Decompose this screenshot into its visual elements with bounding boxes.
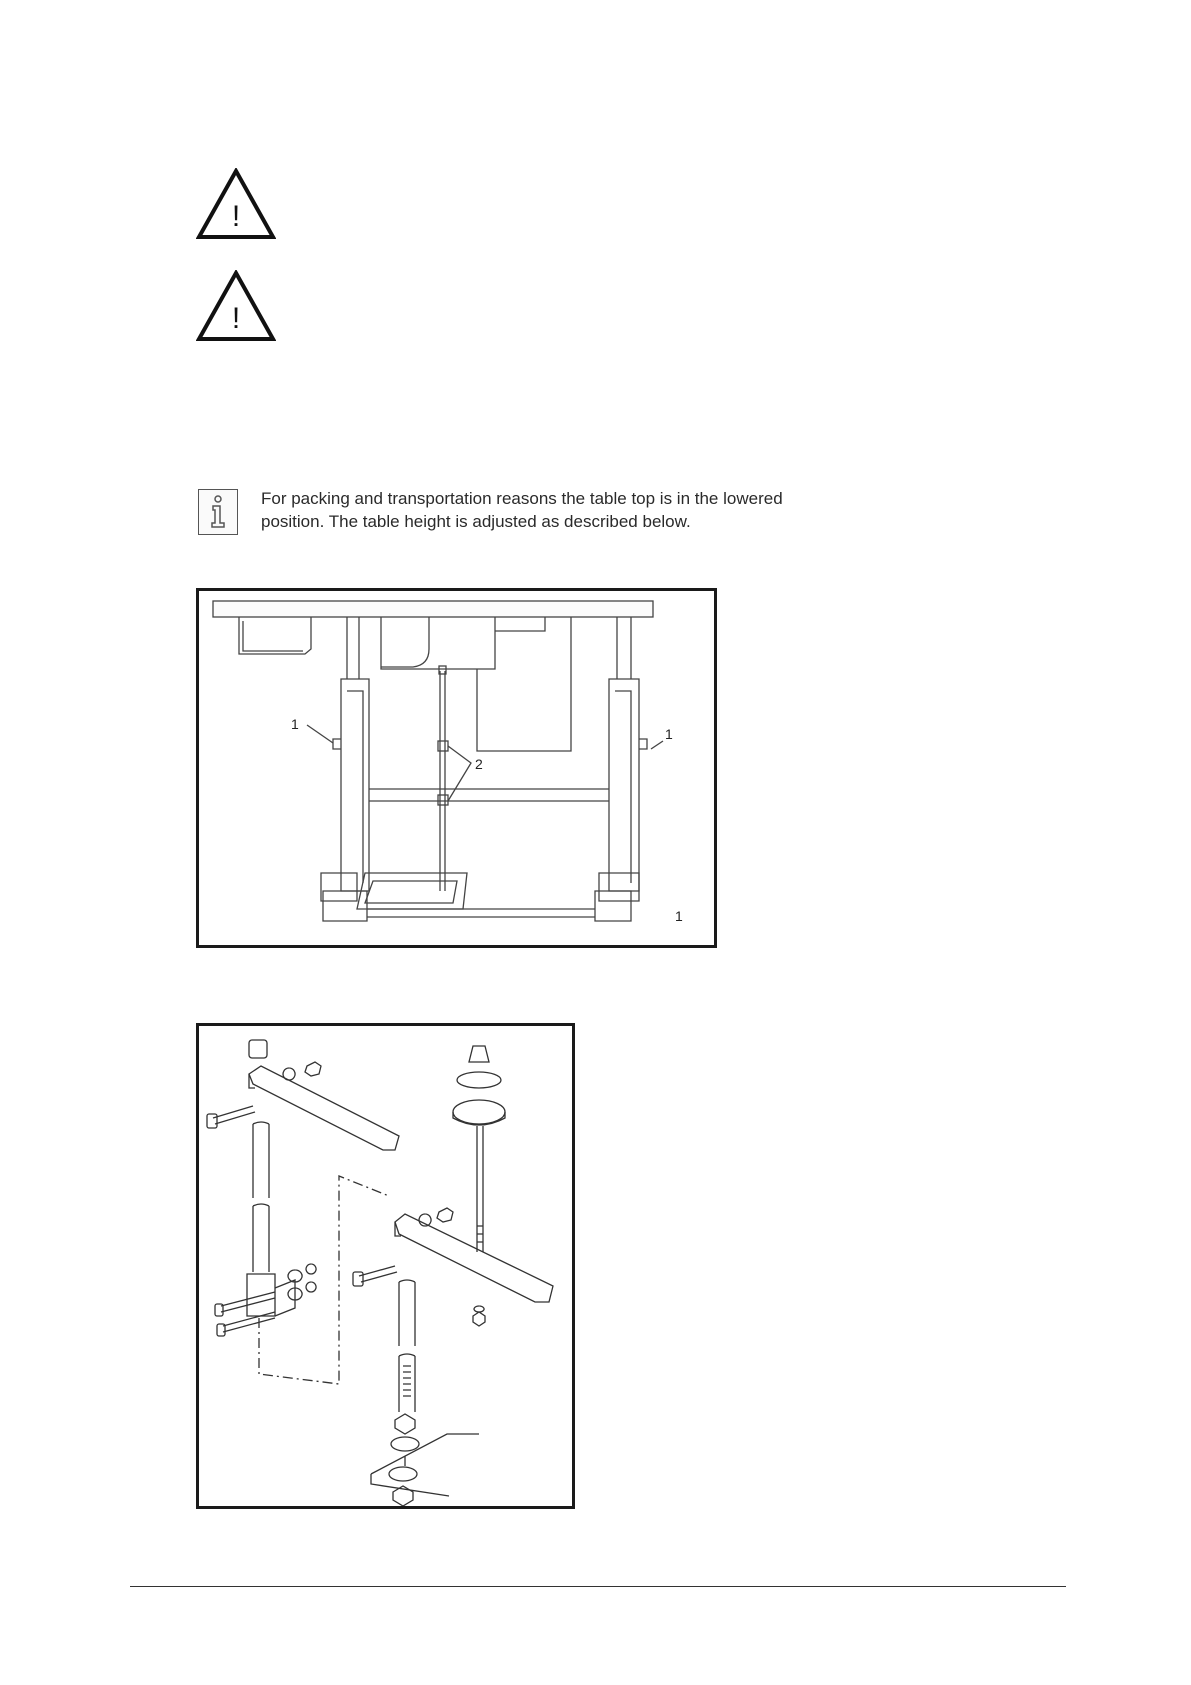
callout-label: 1 <box>665 726 673 742</box>
assembly-exploded-figure <box>196 1023 575 1509</box>
callout-label: 1 <box>675 908 683 924</box>
callout-label: 2 <box>475 756 483 772</box>
callout-label: 1 <box>291 716 299 732</box>
warning-symbol: ! <box>231 302 241 335</box>
warning-triangle-icon <box>196 168 276 240</box>
warning-symbol: ! <box>231 200 241 233</box>
warning-triangle-icon <box>196 270 276 342</box>
info-note <box>261 487 881 533</box>
table-stand-figure <box>196 588 717 948</box>
info-line: For packing and transportation reasons the table top is in the lowered <box>261 489 783 508</box>
assembly-exploded-drawing <box>199 1026 572 1506</box>
footer-rule <box>130 1586 1066 1587</box>
table-stand-drawing <box>199 591 714 945</box>
info-icon <box>198 489 238 535</box>
info-line: position. The table height is adjusted as described below. <box>261 512 691 531</box>
